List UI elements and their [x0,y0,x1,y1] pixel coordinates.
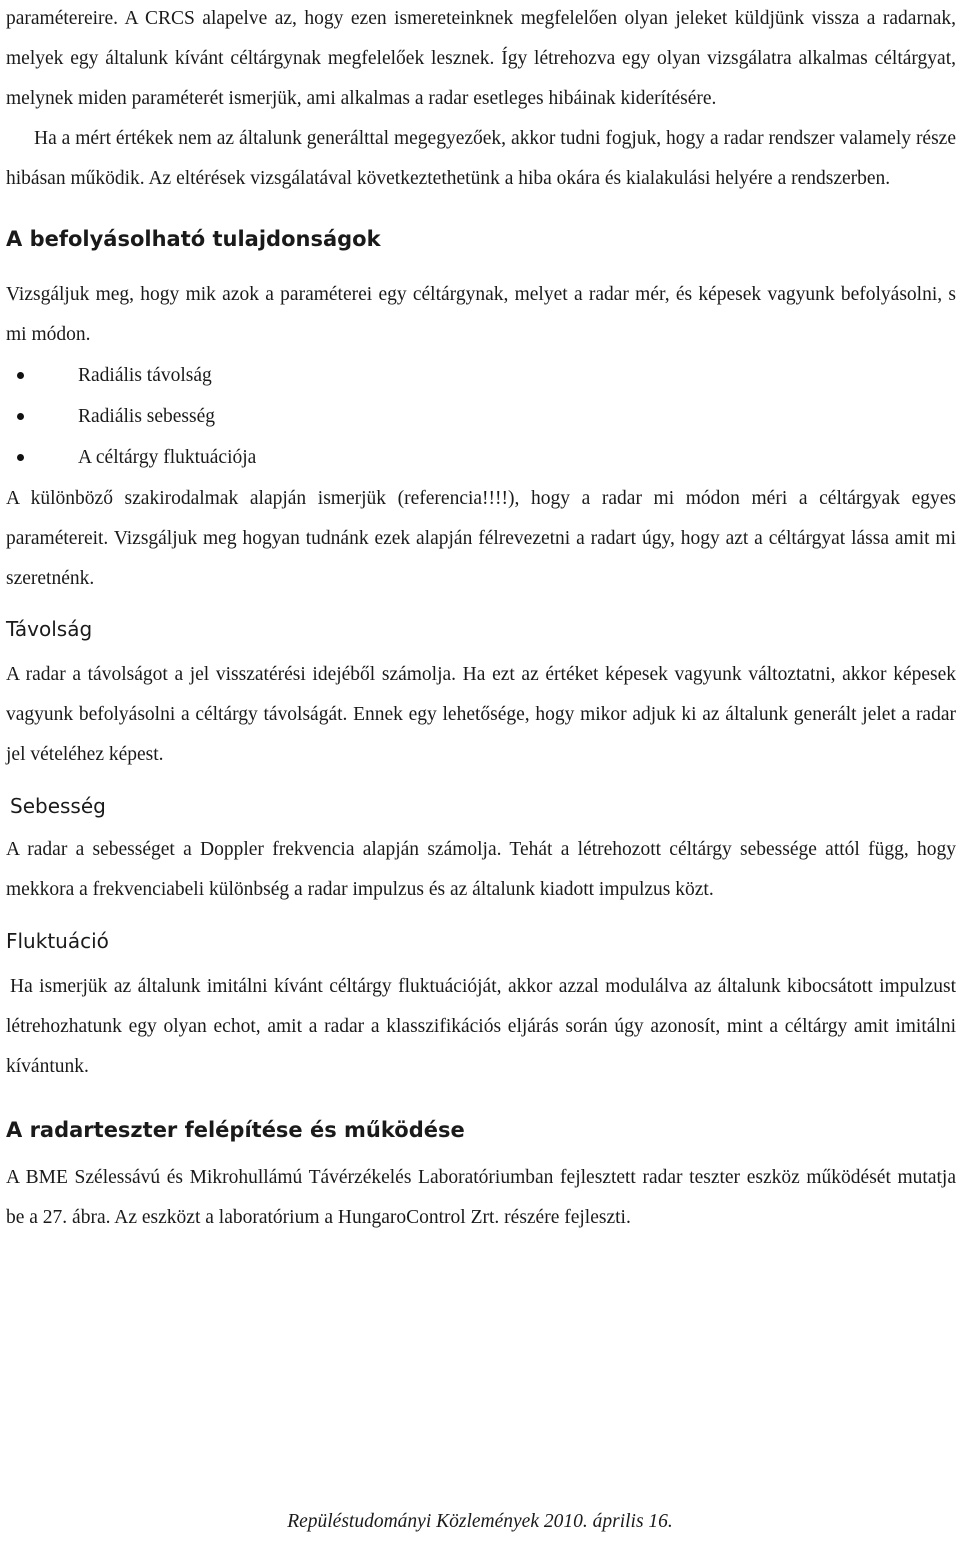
section-heading-befolyasolhato: A befolyásolható tulajdonságok [6,227,381,251]
section-heading-radarteszter: A radarteszter felépítése és működése [6,1118,465,1142]
intro-paragraph-1: paramétereire. A CRCS alapelve az, hogy ezen ismereteinknek megfelelően olyan jeleket küldjünk vissza a radarnak, melyek egy általunk kívánt céltárgynak megfelelőek lesznek. Így létrehozva egy olyan vizsgálatra alkalmas céltárgyat, melynek miden paraméterét ismerjük, ami alkalmas a radar esetleges hibáinak kiderítésére. [6,8,956,109]
subheading-tavolsag: Távolság [6,617,93,641]
section1-paragraph-2: A különböző szakirodalmak alapján ismerjük (referencia!!!!), hogy a radar mi módon méri a céltárgyak egyes paramétereit. Vizsgáljuk meg hogyan tudnánk ezek alapján félrevezetni a radart úgy, hogy azt a céltárgyat lássa amit mi szeretnénk. [6,488,956,589]
bullet-icon [17,413,24,420]
bullet-icon [17,454,24,461]
subheading-sebesseg: Sebesség [10,794,106,818]
list-item: Radiális távolság [6,355,956,396]
page-footer: Repüléstudományi Közlemények 2010. április 16. [287,1511,673,1532]
fluctuation-paragraph: Ha ismerjük az általunk imitálni kívánt céltárgy fluktuációját, akkor azzal modulálva az általunk kibocsátott impulzust létrehozhatunk egy olyan echot, amit a radar a klasszifikációs eljárás során úgy azonosít, mint a céltárgy amit imitálni kívántunk. [6,976,956,1077]
list-item: A céltárgy fluktuációja [6,437,956,478]
document-page [6,0,956,1238]
bullet-icon [17,372,24,379]
parameter-list [6,355,956,478]
distance-paragraph: A radar a távolságot a jel visszatérési idejéből számolja. Ha ezt az értéket képesek vagyunk változtatni, akkor képesek vagyunk befolyásolni a céltárgy távolságát. Ennek egy lehetősége, hogy mikor adjuk ki az általunk generált jelet a radar jel vételéhez képest. [6,664,956,765]
speed-paragraph: A radar a sebességet a Doppler frekvencia alapján számolja. Tehát a létrehozott céltárgy sebessége attól függ, hogy mekkora a frekvenciabeli különbség a radar impulzus és az általunk kiadott impulzus közt. [6,839,956,900]
list-item: Radiális sebesség [6,396,956,437]
section1-paragraph-1: Vizsgáljuk meg, hogy mik azok a paraméterei egy céltárgynak, melyet a radar mér, és képesek vagyunk befolyásolni, s mi módon. [6,284,956,345]
subheading-fluktuacio: Fluktuáció [6,929,109,953]
section2-paragraph: A BME Szélessávú és Mikrohullámú Távérzékelés Laboratóriumban fejlesztett radar teszter eszköz működését mutatja be a 27. ábra. Az eszközt a laboratórium a HungaroControl Zrt. részére fejleszti. [6,1167,956,1228]
intro-paragraph-2: Ha a mért értékek nem az általunk generálttal megegyezőek, akkor tudni fogjuk, hogy a radar rendszer valamely része hibásan működik. Az eltérések vizsgálatával következtethetünk a hiba okára és kialakulási helyére a rendszerben. [6,128,956,189]
